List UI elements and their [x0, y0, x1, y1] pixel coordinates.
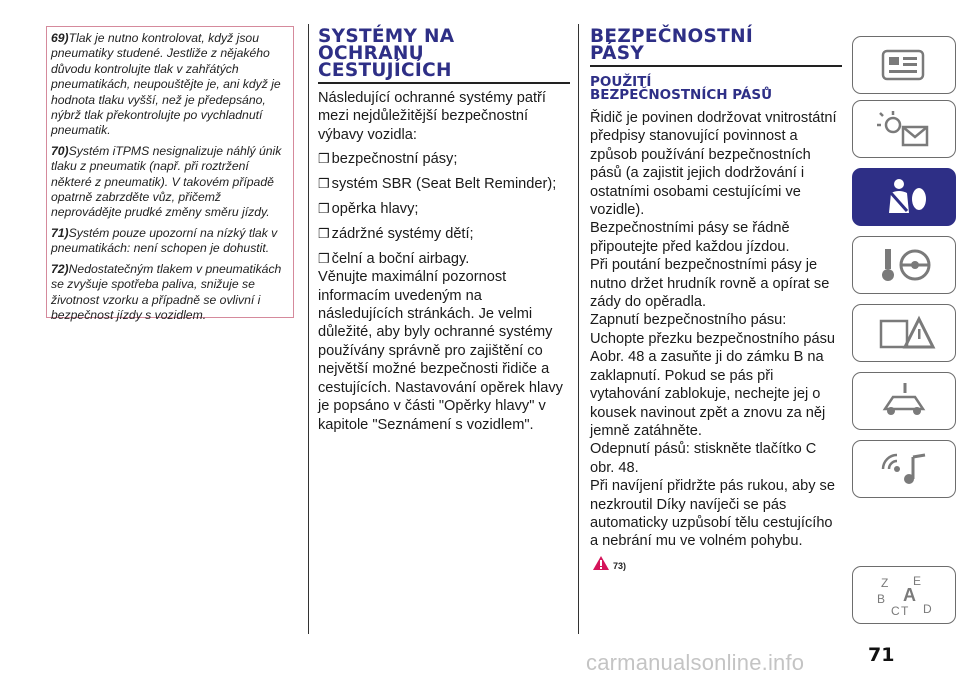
paragraph: Bezpečnostními pásy se řádně připoutejte před každou jízdou.	[590, 220, 790, 255]
index-letter: B	[877, 592, 886, 606]
page-number: 71	[868, 644, 895, 666]
tab-multimedia[interactable]	[852, 440, 956, 498]
tab-maintenance[interactable]	[852, 372, 956, 430]
title-rule	[590, 65, 842, 67]
index-letters-icon	[869, 573, 939, 617]
list-item: ❒ zádržné systémy dětí;	[318, 225, 474, 242]
list-item: ❒ systém SBR (Seat Belt Reminder);	[318, 176, 557, 193]
warning-reference[interactable]	[590, 555, 842, 571]
multimedia-icon	[869, 447, 939, 491]
watermark: carmanualsonline.info	[586, 650, 805, 675]
wrench-car-icon	[869, 379, 939, 423]
tab-car-info[interactable]	[852, 36, 956, 94]
note-71: 71)Systém pouze upozorní na nízký tlak v pneumatikách: není schopen je dohustit.	[51, 225, 278, 256]
index-letter: A	[903, 585, 916, 605]
tab-emergency[interactable]	[852, 304, 956, 362]
index-letter: T	[901, 604, 909, 617]
note-70: 70)Systém iTPMS nesignalizuje náhlý únik tlaku z pneumatik (např. při roztržení některé z pneumatik). V takovém případě opatrně zabrzděte vůz, přičemž neprovádějte prudké změny směru jízdy.	[51, 143, 282, 220]
key-steering-icon	[869, 243, 939, 287]
warning-lights-icon	[869, 107, 939, 151]
index-letter: E	[913, 574, 922, 588]
list-item: ❒ bezpečnostní pásy;	[318, 151, 458, 168]
intro-text: Následující ochranné systémy patří mezi nejdůležitější bezpečnostní výbavy vozidla:	[318, 90, 546, 143]
paragraph: Řidič je povinen dodržovat vnitrostátní předpisy stanovující povinnost a způsob používání bezpečnostních pásů (a zajistit jejich dodržování i ostatními osobami cestujícími ve vozidle).	[590, 110, 837, 219]
tab-safety[interactable]	[852, 168, 956, 226]
tab-index[interactable]	[852, 566, 956, 624]
list-item: ❒ čelní a boční airbagy.	[318, 250, 470, 267]
outro-text: Věnujte maximální pozornost informacím uvedeným na následujících stránkách. Je velmi důležité, aby byly ochranné systémy používány správně pro zajištění co největší možné bezpečnosti řidiče a cestujících. Nastavování opěrek hlavy je popsáno v části "Opěrky hlavy" v kapitole "Seznámení s vozidlem".	[318, 269, 563, 433]
note-72: 72)Nedostatečným tlakem v pneumatikách se zvyšuje spotřeba paliva, snižuje se životnost vzorku a případně se ovlivní i bezpečnost jízdy s vozidlem.	[51, 261, 282, 322]
index-letter: D	[923, 602, 932, 616]
seatbelt-airbag-icon	[869, 175, 939, 219]
paragraph: Při navíjení přidržte pás rukou, aby se nezkroutil Díky navíječi se pás automaticky uzpůsobí tělu cestujícího a nebrání mu ve volném pohybu.	[590, 478, 835, 550]
warning-triangle-icon	[592, 555, 610, 571]
section-seat-belts	[590, 28, 842, 571]
column-divider-1	[308, 24, 309, 634]
car-info-icon	[869, 43, 939, 87]
tab-start-driving[interactable]	[852, 236, 956, 294]
systems-list	[318, 150, 570, 268]
list-item: ❒ opěrka hlavy;	[318, 201, 419, 218]
paragraph: Zapnutí bezpečnostního pásu: Uchopte přezku bezpečnostního pásu Aobr. 48 a zasuňte ji do zámku B na zaklapnutí. Pokud se pás při vytahování zablokuje, nechejte jej o kousek navinout zpět a znovu za něj jemně zatáhněte.	[590, 312, 836, 439]
warning-ref-label: 73)	[613, 560, 627, 571]
note-69: 69)Tlak je nutno kontrolovat, když jsou pneumatiky studené. Jestliže z nějakého důvodu kontrolujte tlak v zahřátých pneumatikách, neupouštějte je, ani když je hodnota tlaku vyšší, než je předepsáno, nýbrž tlak překontrolujte po vychladnutí pneumatik.	[51, 31, 281, 138]
index-letter: C	[891, 604, 900, 617]
section-title: SYSTÉMY NA OCHRANU CESTUJÍCÍCH	[318, 26, 455, 81]
paragraph: Odepnutí pásů: stiskněte tlačítko C obr. 48.	[590, 441, 817, 476]
breakdown-triangle-icon	[869, 311, 939, 355]
title-rule	[318, 82, 570, 84]
tab-warning-lights[interactable]	[852, 100, 956, 158]
paragraph: Při poutání bezpečnostními pásy je nutno držet hrudník rovně a opírat se zády do opěradla.	[590, 257, 830, 311]
notes-box	[46, 26, 294, 322]
section-protection-systems	[318, 28, 570, 434]
index-letter: Z	[881, 576, 889, 590]
subsection-title: POUŽITÍ BEZPEČNOSTNÍCH PÁSŮ	[590, 74, 773, 103]
section-title: BEZPEČNOSTNÍ PÁSY	[590, 26, 754, 64]
column-divider-2	[578, 24, 579, 634]
